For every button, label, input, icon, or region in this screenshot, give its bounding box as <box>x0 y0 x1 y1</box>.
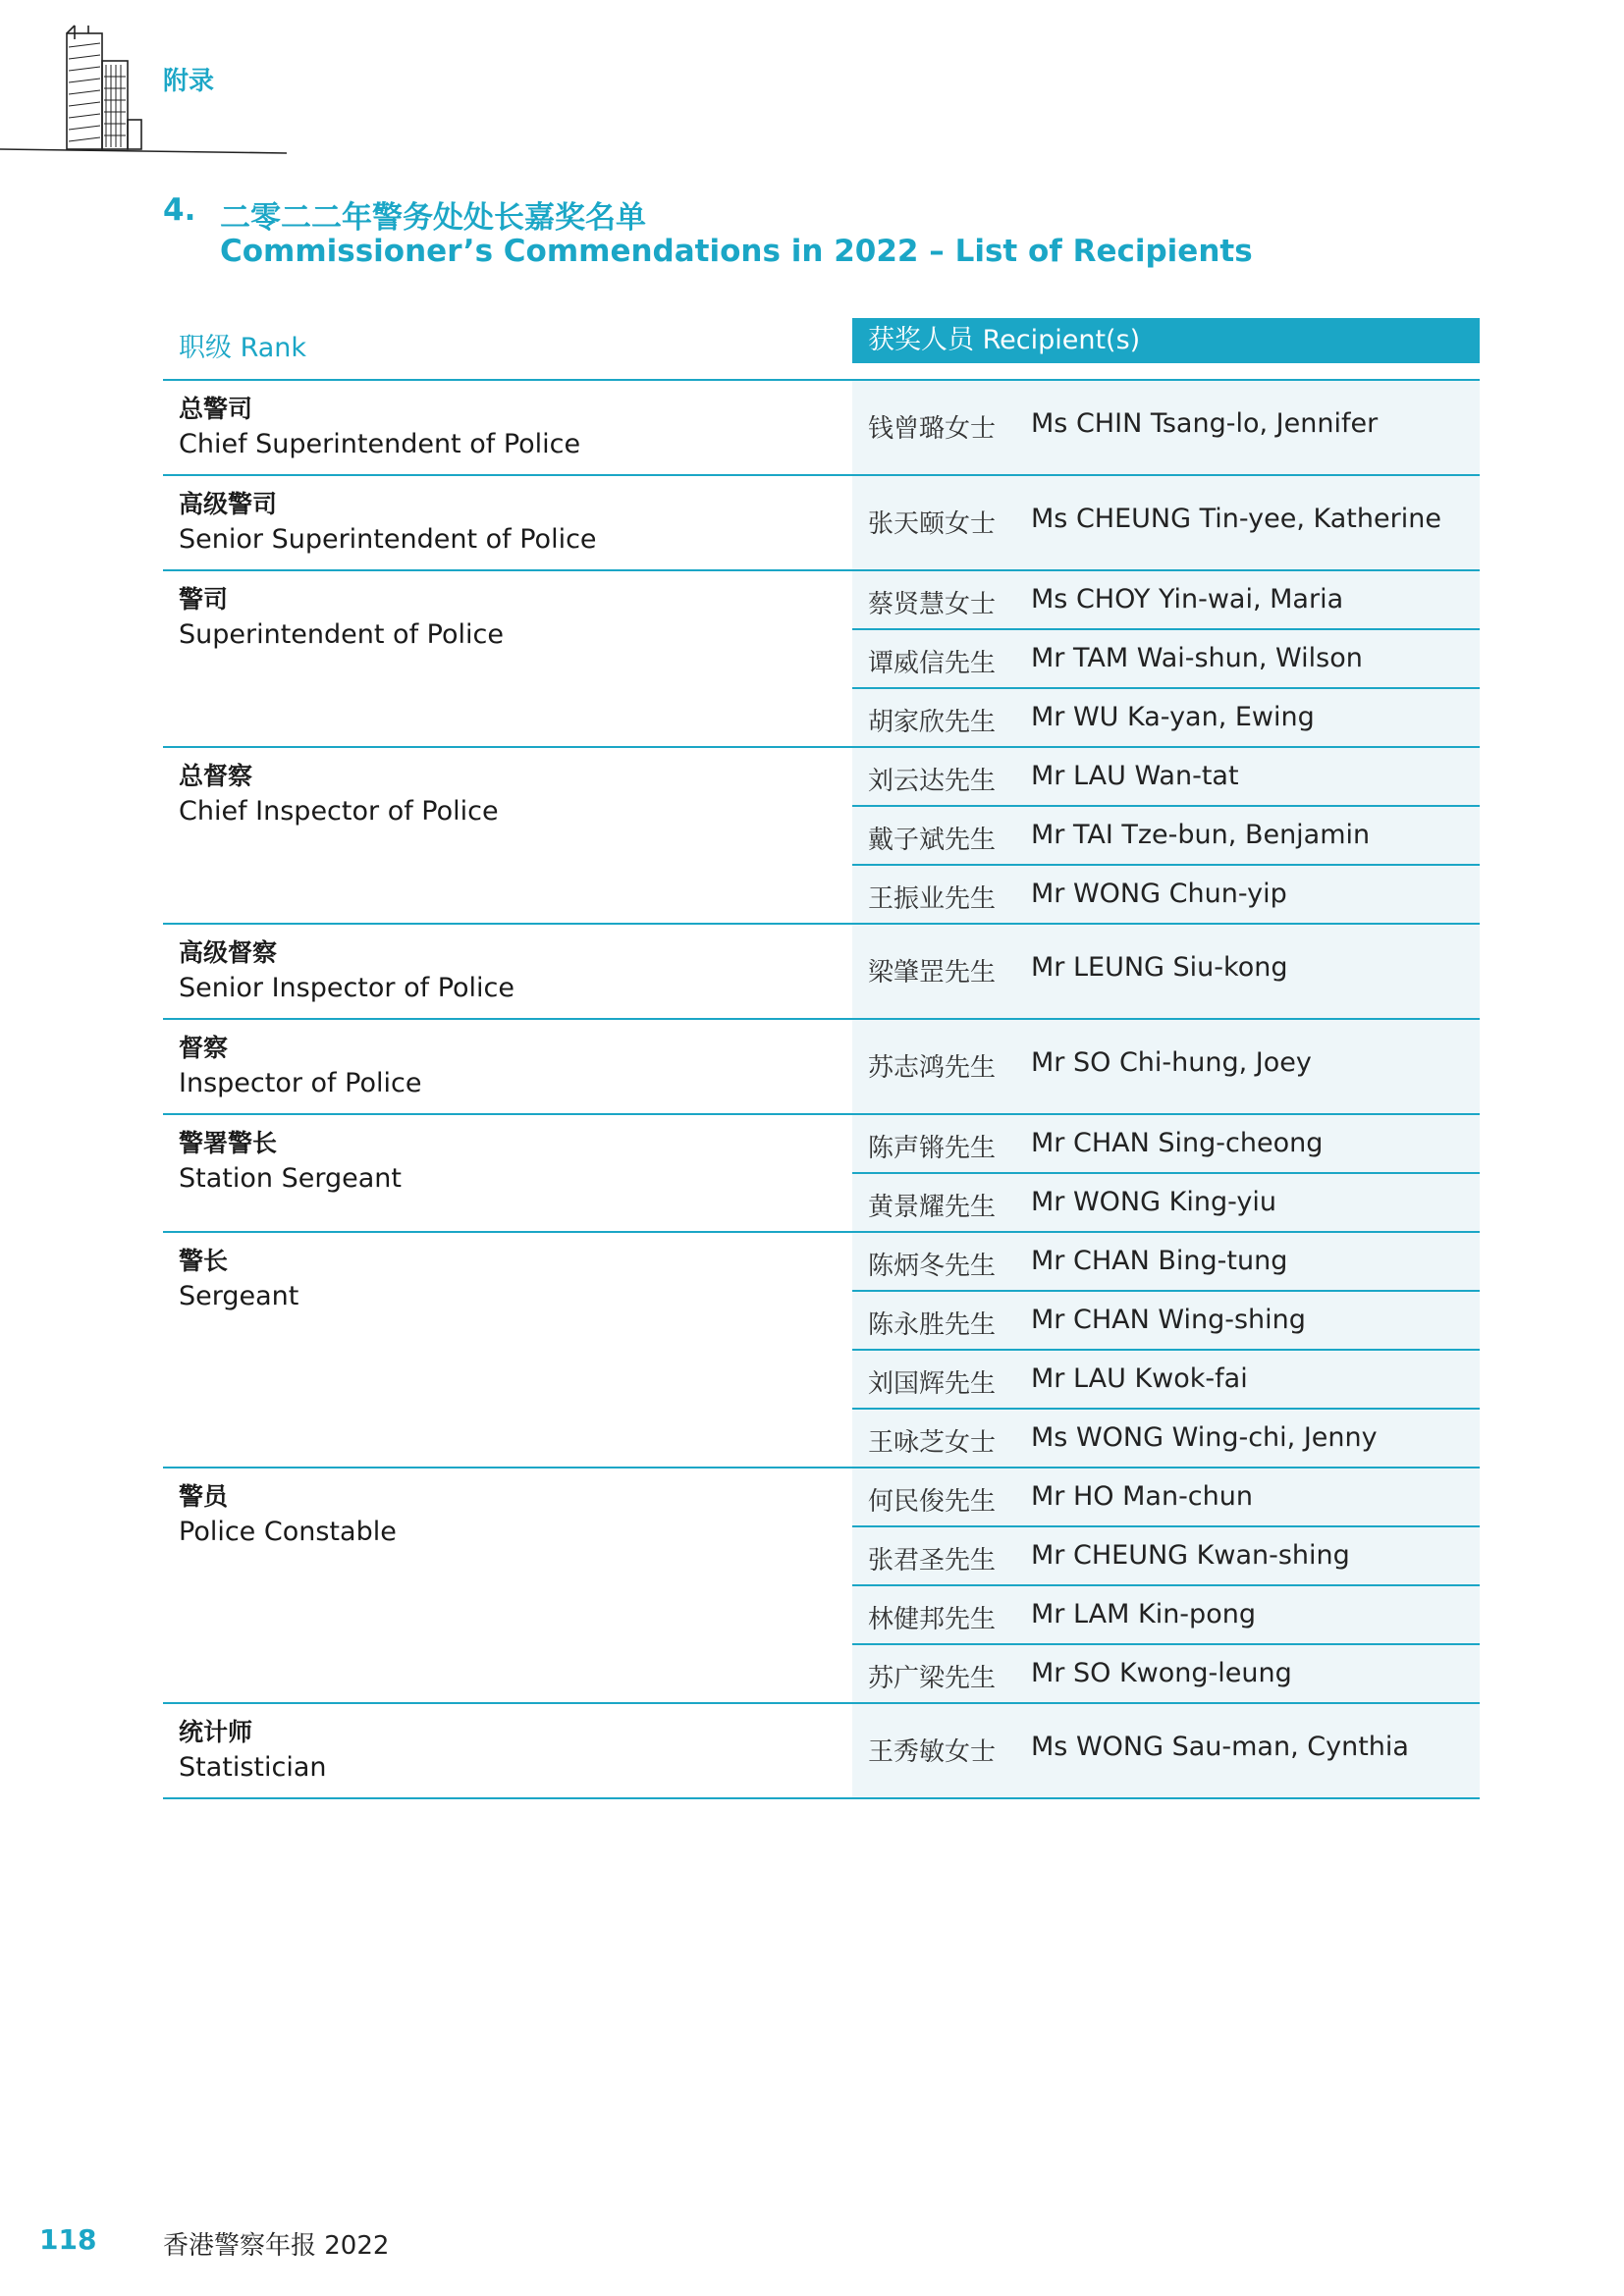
recipients-cell <box>852 571 1480 746</box>
recipients-cell <box>852 476 1480 569</box>
recipient-item <box>852 748 1480 807</box>
recipient-name-en: Ms CHEUNG Tin-yee, Katherine <box>1031 504 1441 534</box>
rank-zh: 警司 <box>179 585 229 614</box>
rank-en: Statistician <box>179 1752 327 1783</box>
rank-en: Police Constable <box>179 1517 397 1547</box>
recipient-item <box>852 381 1480 474</box>
recipient-name-zh: 刘国辉先生 <box>868 1369 997 1399</box>
recipient-item <box>852 1704 1480 1797</box>
recipient-name-zh: 苏广梁先生 <box>868 1664 997 1693</box>
recipients-table <box>163 318 1480 1783</box>
recipient-name-en: Mr CHAN Bing-tung <box>1031 1246 1288 1276</box>
rank-en: Superintendent of Police <box>179 619 504 650</box>
recipient-name-zh: 王咏芝女士 <box>868 1428 997 1458</box>
rank-zh: 高级警司 <box>179 490 278 518</box>
recipient-name-en: Mr LEUNG Siu-kong <box>1031 952 1288 983</box>
rank-cell <box>179 1127 402 1198</box>
recipient-item <box>852 866 1480 923</box>
recipient-name-en: Ms CHOY Yin-wai, Maria <box>1031 584 1344 614</box>
recipient-name-en: Mr SO Chi-hung, Joey <box>1031 1047 1312 1078</box>
recipient-name-en: Mr LAU Kwok-fai <box>1031 1363 1248 1394</box>
rank-zh: 总警司 <box>179 395 253 423</box>
recipient-name-zh: 陈永胜先生 <box>868 1310 997 1340</box>
recipient-name-zh: 梁肇罡先生 <box>868 958 997 988</box>
table-row <box>163 1468 1480 1704</box>
recipient-name-en: Mr WONG Chun-yip <box>1031 879 1287 909</box>
recipient-item <box>852 1468 1480 1527</box>
rank-cell <box>179 1032 421 1102</box>
table-row <box>163 1704 1480 1799</box>
rank-zh: 统计师 <box>179 1718 253 1746</box>
table-row <box>163 571 1480 748</box>
recipients-cell <box>852 748 1480 923</box>
recipient-name-zh: 钱曾璐女士 <box>868 414 997 444</box>
recipient-item <box>852 1174 1480 1231</box>
recipient-item <box>852 925 1480 1018</box>
recipient-item <box>852 630 1480 689</box>
table-row <box>163 381 1480 476</box>
recipient-name-zh: 谭威信先生 <box>868 649 997 678</box>
section-tag: 附录 <box>163 67 215 96</box>
recipient-item <box>852 1351 1480 1410</box>
recipient-item <box>852 1586 1480 1645</box>
table-header <box>163 318 1480 363</box>
recipient-column-header: 获奖人员 Recipient(s) <box>852 318 1480 363</box>
rank-zh: 警员 <box>179 1482 229 1511</box>
rank-cell <box>179 583 504 654</box>
recipient-item <box>852 1115 1480 1174</box>
rank-cell <box>179 1480 397 1551</box>
recipient-item <box>852 571 1480 630</box>
rank-zh: 高级督察 <box>179 938 278 967</box>
rank-en: Chief Superintendent of Police <box>179 429 581 459</box>
recipient-name-en: Mr WONG King-yiu <box>1031 1187 1276 1217</box>
recipient-name-zh: 王秀敏女士 <box>868 1737 997 1767</box>
recipient-item <box>852 1410 1480 1467</box>
rank-en: Chief Inspector of Police <box>179 796 499 827</box>
recipient-name-zh: 戴子斌先生 <box>868 826 997 855</box>
rank-cell <box>179 1245 298 1315</box>
recipients-cell <box>852 1468 1480 1702</box>
rank-en: Station Sergeant <box>179 1163 402 1194</box>
rank-cell <box>179 393 580 463</box>
rank-column-header: 职级 Rank <box>179 333 307 363</box>
recipient-name-zh: 苏志鸿先生 <box>868 1053 997 1083</box>
recipient-name-en: Mr CHEUNG Kwan-shing <box>1031 1540 1350 1571</box>
rank-cell <box>179 760 499 830</box>
footer-title: 香港警察年报 2022 <box>163 2231 390 2261</box>
recipient-name-en: Ms CHIN Tsang-lo, Jennifer <box>1031 408 1379 439</box>
heading-title-zh: 二零二二年警务处处长嘉奖名单 <box>220 200 646 236</box>
rank-zh: 总督察 <box>179 762 253 790</box>
recipient-item <box>852 807 1480 866</box>
recipient-item <box>852 1645 1480 1702</box>
rank-cell <box>179 1716 327 1787</box>
rank-zh: 警长 <box>179 1247 229 1275</box>
recipient-name-zh: 张君圣先生 <box>868 1546 997 1575</box>
rank-cell <box>179 488 597 559</box>
rank-en: Sergeant <box>179 1281 299 1311</box>
recipients-cell <box>852 925 1480 1018</box>
page-number: 118 <box>39 2223 97 2256</box>
table-row <box>163 1115 1480 1233</box>
recipient-name-en: Ms WONG Wing-chi, Jenny <box>1031 1422 1378 1453</box>
recipient-name-en: Mr WU Ka-yan, Ewing <box>1031 702 1315 732</box>
recipients-cell <box>852 1704 1480 1797</box>
recipient-name-en: Mr LAU Wan-tat <box>1031 761 1239 791</box>
building-sketch-logo <box>0 22 295 159</box>
recipient-name-zh: 何民俊先生 <box>868 1487 997 1517</box>
recipient-name-zh: 陈炳冬先生 <box>868 1252 997 1281</box>
recipient-name-zh: 王振业先生 <box>868 884 997 914</box>
heading-number: 4. <box>163 192 196 228</box>
recipient-item <box>852 689 1480 746</box>
recipient-name-zh: 黄景耀先生 <box>868 1193 997 1222</box>
recipient-name-zh: 陈声锵先生 <box>868 1134 997 1163</box>
recipient-item <box>852 1020 1480 1113</box>
rank-zh: 督察 <box>179 1034 229 1062</box>
recipients-cell <box>852 1020 1480 1113</box>
recipient-name-zh: 刘云达先生 <box>868 767 997 796</box>
recipients-cell <box>852 1115 1480 1231</box>
recipient-item <box>852 1233 1480 1292</box>
recipient-name-en: Mr CHAN Sing-cheong <box>1031 1128 1324 1158</box>
recipient-name-en: Mr HO Man-chun <box>1031 1481 1253 1512</box>
table-row <box>163 476 1480 571</box>
recipient-name-en: Mr SO Kwong-leung <box>1031 1658 1292 1688</box>
table-row <box>163 1233 1480 1468</box>
heading-title-en: Commissioner’s Commendations in 2022 – List of Recipients <box>220 234 1253 269</box>
recipient-item <box>852 1527 1480 1586</box>
recipient-name-en: Mr CHAN Wing-shing <box>1031 1305 1306 1335</box>
recipient-name-zh: 林健邦先生 <box>868 1605 997 1634</box>
recipient-name-en: Ms WONG Sau-man, Cynthia <box>1031 1732 1409 1762</box>
table-row <box>163 1020 1480 1115</box>
rank-en: Senior Superintendent of Police <box>179 524 597 555</box>
recipient-name-zh: 蔡贤慧女士 <box>868 590 997 619</box>
rank-en: Inspector of Police <box>179 1068 422 1098</box>
recipient-name-en: Mr TAI Tze-bun, Benjamin <box>1031 820 1371 850</box>
rank-en: Senior Inspector of Police <box>179 973 514 1003</box>
recipient-item <box>852 476 1480 569</box>
rank-zh: 警署警长 <box>179 1129 278 1157</box>
recipients-cell <box>852 381 1480 474</box>
recipient-item <box>852 1292 1480 1351</box>
recipient-name-zh: 张天颐女士 <box>868 509 997 539</box>
rank-cell <box>179 936 514 1007</box>
recipient-name-zh: 胡家欣先生 <box>868 708 997 737</box>
recipients-cell <box>852 1233 1480 1467</box>
table-row <box>163 748 1480 925</box>
table-row <box>163 925 1480 1020</box>
recipient-name-en: Mr TAM Wai-shun, Wilson <box>1031 643 1363 673</box>
recipient-name-en: Mr LAM Kin-pong <box>1031 1599 1256 1629</box>
